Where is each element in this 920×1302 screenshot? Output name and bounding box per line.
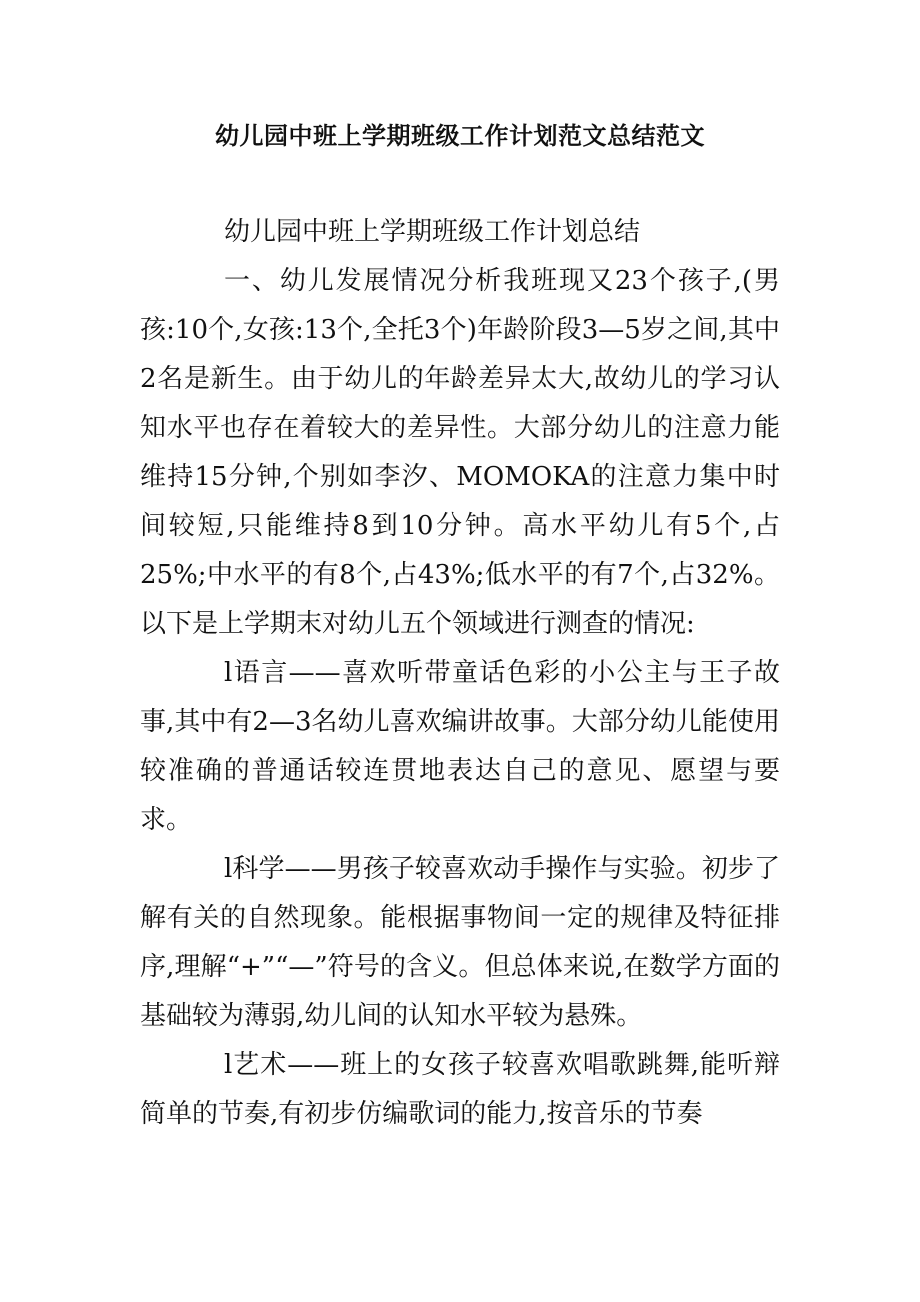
paragraph-art: l艺术——班上的女孩子较喜欢唱歌跳舞,能听辩简单的节奏,有初步仿编歌词的能力,按音乐的节奏 [140,1050,780,1129]
document-title: 幼儿园中班上学期班级工作计划范文总结范文 [215,121,705,150]
document-subtitle: 幼儿园中班上学期班级工作计划总结 [224,217,641,247]
document-body [140,208,780,1139]
paragraph-development-analysis: 一、幼儿发展情况分析我班现又23个孩子,(男孩:10个,女孩:13个,全托3个)年龄阶段3—5岁之间,其中2名是新生。由于幼儿的年龄差异太大,故幼儿的学习认知水平也存在着较大的差异性。大部分幼儿的注意力能维持15分钟,个别如李汐、MOMOKA的注意力集中时间较短,只能维持8到10分钟。高水平幼儿有5个,占25%;中水平的有8个,占43%;低水平的有7个,占32%。以下是上学期末对幼儿五个领域进行测查的情况: [140,266,780,639]
paragraph-language: l语言——喜欢听带童话色彩的小公主与王子故事,其中有2—3名幼儿喜欢编讲故事。大部分幼儿能使用较准确的普通话较连贯地表达自己的意见、愿望与要求。 [140,658,780,835]
paragraph-science: l科学——男孩子较喜欢动手操作与实验。初步了解有关的自然现象。能根据事物间一定的规律及特征排序,理解“+”“—”符号的含义。但总体来说,在数学方面的基础较为薄弱,幼儿间的认知水平较为悬殊。 [140,854,780,1031]
